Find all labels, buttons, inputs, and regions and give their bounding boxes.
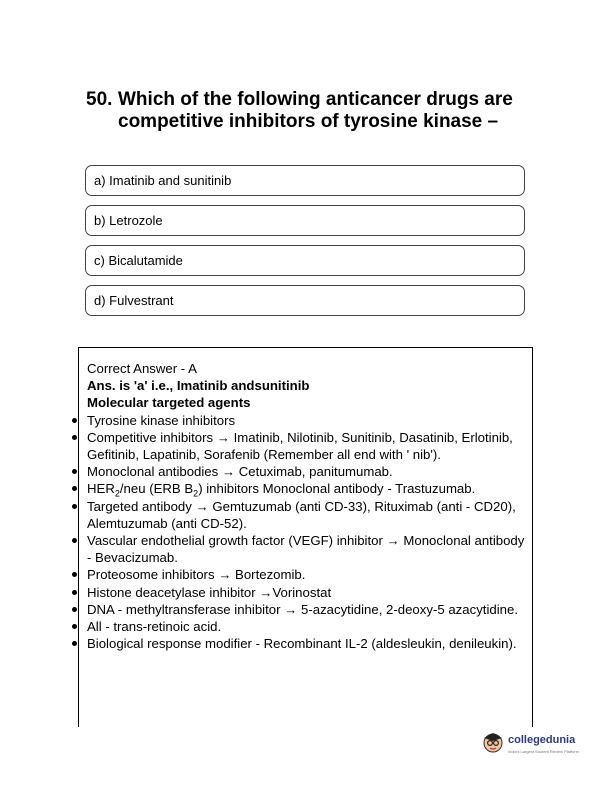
question-number: 50.	[86, 89, 113, 110]
correct-answer: Correct Answer - A	[87, 361, 197, 376]
list-item: Histone deacetylase inhibitor →Vorinostat	[87, 584, 527, 601]
explanation-title: Ans. is 'a' i.e., Imatinib andsunitinib	[87, 378, 310, 394]
option-a[interactable]: a) Imatinib and sunitinib	[85, 165, 525, 196]
list-item: Targeted antibody → Gemtuzumab (anti CD-33), Rituximab (anti - CD20), Alemtuzumab (anti CD-52).	[87, 498, 527, 532]
list-item: Competitive inhibitors → Imatinib, Nilotinib, Sunitinib, Dasatinib, Erlotinib, Gefitinib, Lapatinib, Sorafenib (Remember all end with ' nib').	[87, 429, 527, 463]
list-item: Biological response modifier - Recombinant IL-2 (aldesleukin, denileukin).	[87, 635, 527, 652]
bullet-list	[87, 412, 527, 653]
section-title: Molecular targeted agents	[87, 395, 251, 411]
bullet-dot-icon	[72, 572, 77, 577]
bullet-dot-icon	[72, 590, 77, 595]
bullet-dot-icon	[72, 607, 77, 612]
bullet-dot-icon	[72, 504, 77, 509]
question-text: Which of the following anticancer drugs are competitive inhibitors of tyrosine kinase –	[118, 89, 513, 132]
list-item: Tyrosine kinase inhibitors	[87, 412, 527, 429]
list-item: Proteosome inhibitors → Bortezomib.	[87, 566, 527, 583]
bullet-dot-icon	[72, 486, 77, 491]
option-c[interactable]: c) Bicalutamide	[85, 245, 525, 276]
logo-name: collegedunia	[508, 734, 576, 746]
list-item: DNA - methyltransferase inhibitor → 5-azacytidine, 2-deoxy-5 azacytidine.	[87, 601, 527, 618]
bullet-dot-icon	[72, 435, 77, 440]
answer-content	[87, 360, 527, 652]
bullet-dot-icon	[72, 624, 77, 629]
list-item: $HER_2$/neu (ERB $B_2$) inhibitors Monoclonal antibody - Trastuzumab.	[87, 480, 527, 497]
list-item: Vascular endothelial growth factor (VEGF) inhibitor → Monoclonal antibody - Bevacizumab.	[87, 532, 527, 566]
logo-tagline: India's Largest Student Review Platform	[508, 749, 580, 754]
bullet-dot-icon	[72, 418, 77, 423]
bullet-dot-icon	[72, 641, 77, 646]
option-b[interactable]: b) Letrozole	[85, 205, 525, 236]
list-item: All - trans-retinoic acid.	[87, 618, 527, 635]
collegedunia-logo-icon	[480, 729, 506, 755]
option-d[interactable]: d) Fulvestrant	[85, 285, 525, 316]
list-item: Monoclonal antibodies → Cetuximab, panitumumab.	[87, 463, 527, 480]
bullet-dot-icon	[72, 469, 77, 474]
bullet-dot-icon	[72, 538, 77, 543]
